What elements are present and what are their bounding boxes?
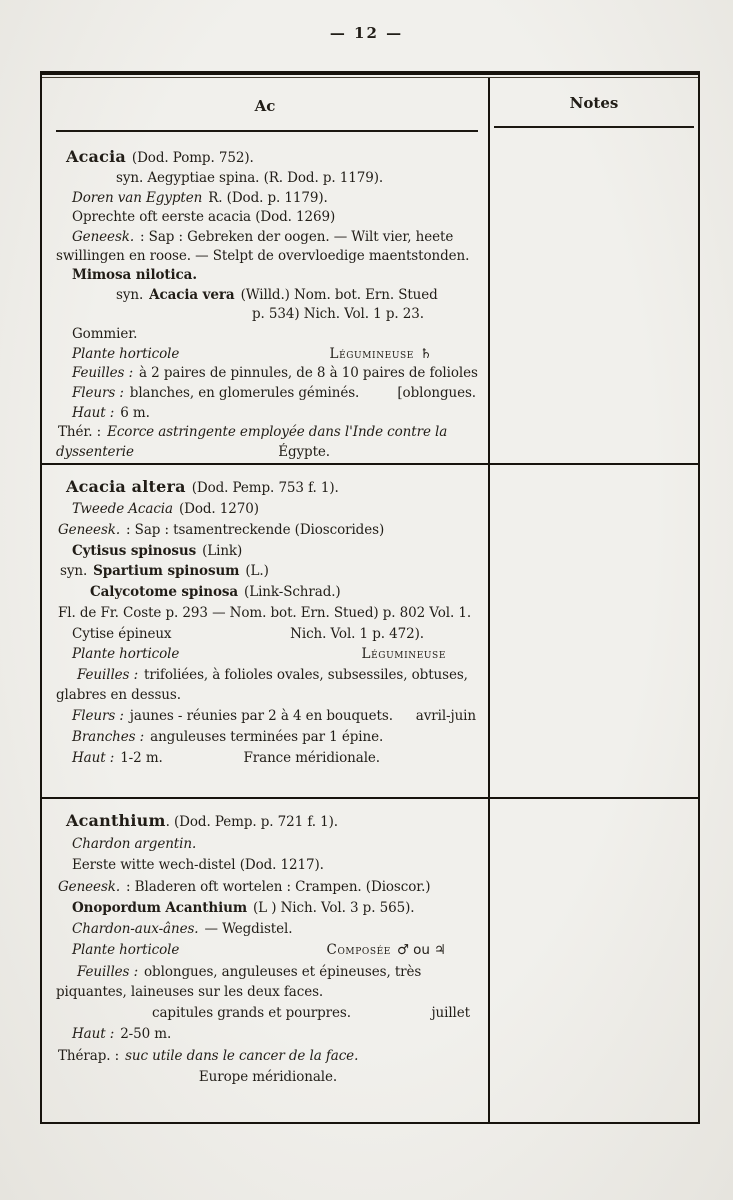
synonym-name: Acacia vera [149,286,235,303]
fleurs-group [72,706,393,726]
haut-text: 2-50 m. [120,1026,172,1043]
species-name: Mimosa nilotica. [72,267,197,284]
entry-row-acanthium [42,797,698,1122]
branches-label: Branches : [72,728,145,745]
species-citation: (Dod. Pomp. 752). [131,150,254,166]
geneesk-label: Geneesk. [58,878,121,895]
entry-row-acacia-altera [42,463,698,797]
common-name-alt: — Wegdistel. [204,921,293,937]
geneesk-line [56,520,480,540]
ther-text: Ecorce astringente employée dans l'Inde contre la [107,424,448,441]
therapeutic-line [56,1046,480,1066]
therapeutic-line [56,423,480,442]
page-number: — 12 — [329,24,404,42]
entry-heading [56,809,480,833]
haut-group [72,748,163,768]
feuilles-text: trifoliées, à folioles ovales, subsessiles, obtuses, glabres en dessus. [56,667,468,704]
species-name: Acacia [66,147,126,166]
common-name: Chardon-aux-ânes. [72,921,199,937]
family-group [327,940,446,960]
reference-citation: Nich. Vol. 1 p. 472). [290,625,424,642]
column-header-ac-label: Ac [254,97,276,115]
haut-line [56,748,480,768]
plant-family-line [56,940,480,960]
region-name: France méridionale. [243,749,380,766]
species-name-line [56,898,480,918]
feuilles-line [56,364,480,383]
entry-acacia-altera [42,465,490,797]
fleurs-text: jaunes - réunies par 2 à 4 en bouquets. [129,708,393,724]
ther-cont: dyssenterie [56,443,134,460]
ther-text: suc utile dans le cancer de la face. [125,1047,359,1064]
geneesk-label: Geneesk. [72,228,135,245]
haut-text: 1-2 m. [120,749,163,766]
entry-acacia [42,136,490,463]
species-citation: (Dod. Pemp. 753 f. 1). [191,479,339,496]
reference-continuation: p. 534) Nich. Vol. 1 p. 23. [252,306,424,323]
plant-family-line [56,644,480,664]
therapeutic-continuation [56,443,480,462]
haut-label: Haut : [72,749,115,766]
species-citation: (L ) Nich. Vol. 3 p. 565). [253,899,415,916]
haut-label: Haut : [72,1026,115,1043]
synonym-citation: (Dod. 1270) [178,501,259,517]
haut-line [56,1024,480,1044]
notes-cell [490,136,698,463]
fleurs-line [56,706,480,726]
synonym-line [56,561,480,581]
geneesk-text: : Bladeren oft wortelen : Crampen. (Dioscor.) [126,878,431,895]
dictionary-table [40,71,700,1124]
column-header-notes [490,78,698,136]
haut-label: Haut : [72,404,115,421]
ther-label: Thérap. : [58,1047,120,1064]
entry-heading [56,475,480,499]
syn-prefix: syn. [60,563,88,580]
geneesk-line [56,228,480,265]
species-name-line [56,541,480,561]
notes-cell [490,799,698,1122]
feuilles-text: oblongues, anguleuses et épineuses, très piquantes, laineuses sur les deux faces. [56,963,422,1000]
haut-line [56,404,480,423]
common-name-line [56,624,480,644]
capitules-line [56,1003,480,1023]
common-name-line [56,919,480,939]
common-name: Cytise épineux [72,625,172,642]
capitules-text: capitules grands et pourpres. [152,1005,351,1021]
common-name-line [56,834,480,854]
flowering-season: avril-juin [415,708,476,724]
species-name: Onopordum Acanthium [72,899,248,916]
fleurs-line [56,384,480,403]
flora-reference-line: Fl. de Fr. Coste p. 293 — Nom. bot. Ern. Stued) p. 802 Vol. 1. [58,604,472,621]
entry-row-acacia [42,136,698,463]
synonym-citation: R. (Dod. p. 1179). [208,189,328,206]
synonym-citation: (Link-Schrad.) [244,584,341,600]
fleurs-text: blanches, en glomerules géminés. [129,384,360,401]
region-line: Europe méridionale. [198,1068,338,1085]
feuilles-label: Feuilles : [77,667,139,683]
lifecycle-symbols: ♂ ou ♃ [396,942,446,959]
branches-line [56,727,480,747]
family-name: Légumineuse [361,646,446,663]
synonym-citation: (L.) [245,563,269,580]
plant-family-line [56,345,480,364]
synonym-line [56,582,480,602]
feuilles-text: à 2 paires de pinnules, de 8 à 10 paires de folioles [139,365,478,382]
species-name: Acacia altera [66,476,186,496]
shrub-symbol: ♄ [419,345,432,362]
synonym-name: Doren van Egypten [72,189,203,206]
column-header-ac [42,78,490,136]
syn-prefix: syn. [116,286,144,303]
species-citation: . (Dod. Pemp. p. 721 f. 1). [165,814,338,830]
feuilles-label: Feuilles : [72,365,134,382]
synonym-name: Tweede Acacia [72,501,173,517]
geneesk-text: : Sap : Gebreken der oogen. — Wilt vier, heete swillingen en roose. — Stelpt de overvloedige maentstonden. [56,228,470,264]
species-citation: (Link) [202,542,243,559]
feuilles-label: Feuilles : [77,963,139,980]
family-group [330,345,432,364]
fleurs-label: Fleurs : [72,708,124,724]
geneesk-label: Geneesk. [58,521,121,538]
synonym-line: Eerste witte wech-distel (Dod. 1217). [72,857,324,874]
synonym-line [56,189,480,208]
fleurs-group [72,384,359,403]
haut-text: 6 m. [120,404,150,421]
synonym-line: syn. Aegyptiae spina. (R. Dod. p. 1179). [116,170,384,187]
species-name: Acanthium [66,811,166,830]
synonym-name: Calycotome spinosa [90,584,239,600]
fleurs-label: Fleurs : [72,384,124,401]
synonym-name: Spartium spinosum [93,563,240,580]
table-header-row [42,78,698,136]
synonym-line [56,499,480,519]
ther-label: Thér. : [58,424,102,441]
species-name-line [56,266,480,285]
notes-cell [490,465,698,797]
plant-type: Plante horticole [72,345,180,362]
entry-heading [56,146,480,168]
common-name-line: Gommier. [72,326,138,343]
family-name: Composée [326,942,391,959]
synonym-line [56,286,480,305]
fleurs-catchword: [oblongues. [397,384,476,401]
plant-type: Plante horticole [72,942,180,959]
synonym-line: Oprechte oft eerste acacia (Dod. 1269) [72,209,336,226]
family-name: Légumineuse [329,345,414,362]
species-name: Cytisus spinosus [72,542,197,559]
plant-type: Plante horticole [72,646,180,663]
branches-text: anguleuses terminées par 1 épine. [150,728,384,745]
entry-acanthium [42,799,490,1122]
flowering-season: juillet [431,1005,470,1021]
feuilles-line [56,962,480,1003]
geneesk-text: : Sap : tsamentreckende (Dioscorides) [126,521,385,538]
feuilles-line [56,665,480,706]
synonym-citation: (Willd.) Nom. bot. Ern. Stued [240,286,438,303]
column-header-notes-label: Notes [569,94,619,112]
common-name: Chardon argentin. [72,836,197,852]
place-name: Égypte. [278,443,330,460]
geneesk-line [56,877,480,897]
